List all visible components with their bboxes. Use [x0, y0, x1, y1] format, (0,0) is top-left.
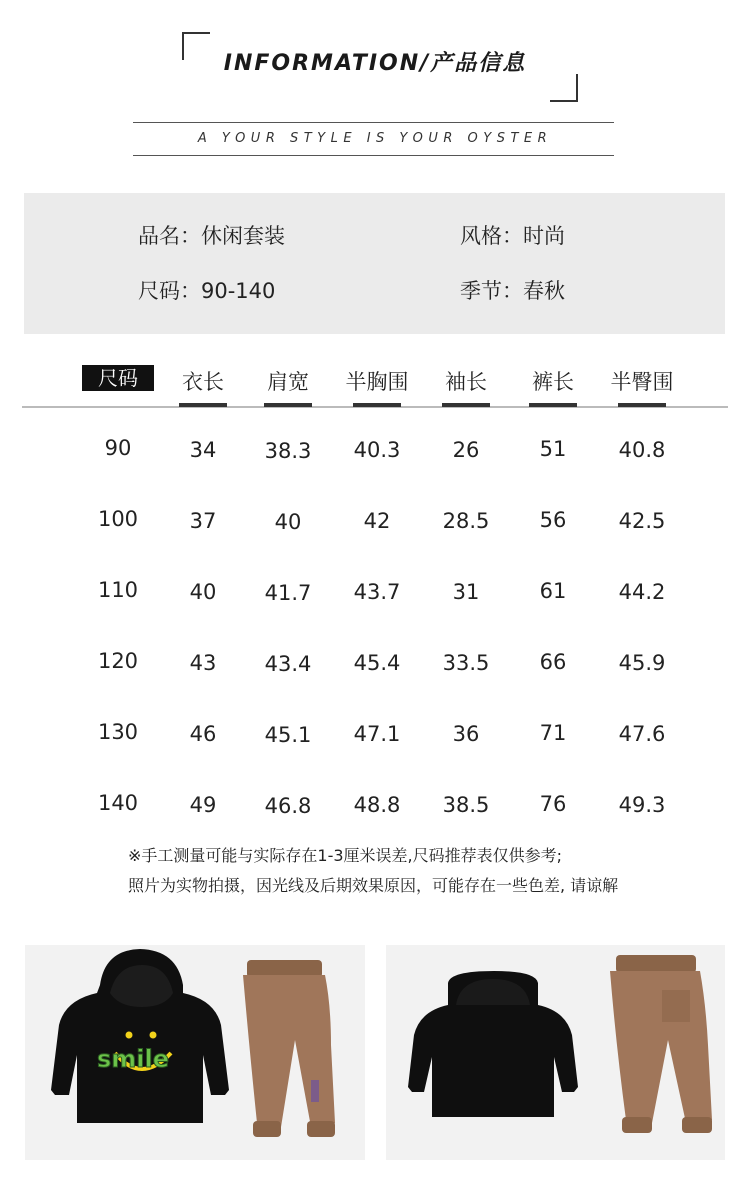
divider-bottom [133, 155, 614, 156]
table-header-size: 尺码 [82, 365, 154, 391]
cell-half-chest: 43.7 [353, 580, 401, 604]
cell-pants-length: 56 [539, 508, 567, 532]
cell-size: 90 [104, 436, 132, 460]
info-size-range: 尺码：90-140 [138, 279, 276, 303]
cell-half-chest: 42 [363, 509, 391, 533]
table-header-half-hip: 半臀围 [610, 370, 674, 394]
info-product-name: 品名：休闲套装 [138, 224, 285, 248]
cell-shoulder: 38.3 [264, 439, 312, 463]
cell-half-chest: 48.8 [353, 793, 401, 817]
header-underline [618, 403, 666, 407]
note-color-difference: 照片为实物拍摄，因光线及后期效果原因，可能存在一些色差, 请谅解 [128, 876, 619, 895]
cell-half-hip: 47.6 [618, 722, 666, 746]
pants-front [243, 960, 335, 1137]
product-photo-back [386, 945, 725, 1160]
hoodie-front [51, 949, 229, 1123]
cell-length: 43 [189, 651, 217, 675]
divider-top [133, 122, 614, 123]
cell-half-chest: 45.4 [353, 651, 401, 675]
table-header-length: 衣长 [182, 370, 224, 394]
cell-pants-length: 66 [539, 650, 567, 674]
cell-half-hip: 42.5 [618, 509, 666, 533]
cell-size: 110 [97, 578, 139, 602]
hoodie-back [408, 971, 578, 1117]
cell-sleeve: 28.5 [442, 509, 490, 533]
cell-pants-length: 61 [539, 579, 567, 603]
cell-sleeve: 31 [452, 580, 480, 604]
cell-size: 140 [97, 791, 139, 815]
cell-half-hip: 49.3 [618, 793, 666, 817]
cell-shoulder: 41.7 [264, 581, 312, 605]
cell-pants-length: 71 [539, 721, 567, 745]
cell-sleeve: 36 [452, 722, 480, 746]
info-style: 风格：时尚 [460, 224, 565, 248]
cell-size: 100 [97, 507, 139, 531]
product-photo-front [25, 945, 365, 1160]
cell-half-hip: 40.8 [618, 438, 666, 462]
cell-sleeve: 33.5 [442, 651, 490, 675]
corner-bracket-bottom-right [550, 74, 578, 102]
note-measurement: ※手工测量可能与实际存在1-3厘米误差,尺码推荐表仅供参考; [128, 846, 563, 865]
cell-half-hip: 44.2 [618, 580, 666, 604]
header-underline [442, 403, 490, 407]
cell-size: 120 [97, 649, 139, 673]
table-header-sleeve: 袖长 [445, 370, 487, 394]
cell-sleeve: 38.5 [442, 793, 490, 817]
cell-length: 40 [189, 580, 217, 604]
cell-shoulder: 45.1 [264, 723, 312, 747]
table-header-half-chest: 半胸围 [345, 370, 409, 394]
info-season: 季节：春秋 [460, 279, 565, 303]
section-title: INFORMATION/产品信息 [223, 51, 527, 76]
cell-length: 49 [189, 793, 217, 817]
cell-pants-length: 76 [539, 792, 567, 816]
cell-length: 34 [189, 438, 217, 462]
cell-shoulder: 43.4 [264, 652, 312, 676]
cell-length: 37 [189, 509, 217, 533]
cell-half-chest: 40.3 [353, 438, 401, 462]
header-underline [353, 403, 401, 407]
cell-pants-length: 51 [539, 437, 567, 461]
pants-back [610, 955, 712, 1133]
product-info-box [24, 193, 725, 334]
cell-shoulder: 40 [274, 510, 302, 534]
tagline: A YOUR STYLE IS YOUR OYSTER [197, 131, 553, 146]
cell-sleeve: 26 [452, 438, 480, 462]
cell-length: 46 [189, 722, 217, 746]
header-underline [529, 403, 577, 407]
header-underline [264, 403, 312, 407]
table-header-pants-length: 裤长 [532, 370, 574, 394]
cell-shoulder: 46.8 [264, 794, 312, 818]
cell-size: 130 [97, 720, 139, 744]
header-underline [179, 403, 227, 407]
cell-half-hip: 45.9 [618, 651, 666, 675]
hoodie-print-text: smile [97, 1045, 170, 1073]
table-header-shoulder: 肩宽 [267, 370, 309, 394]
cell-half-chest: 47.1 [353, 722, 401, 746]
